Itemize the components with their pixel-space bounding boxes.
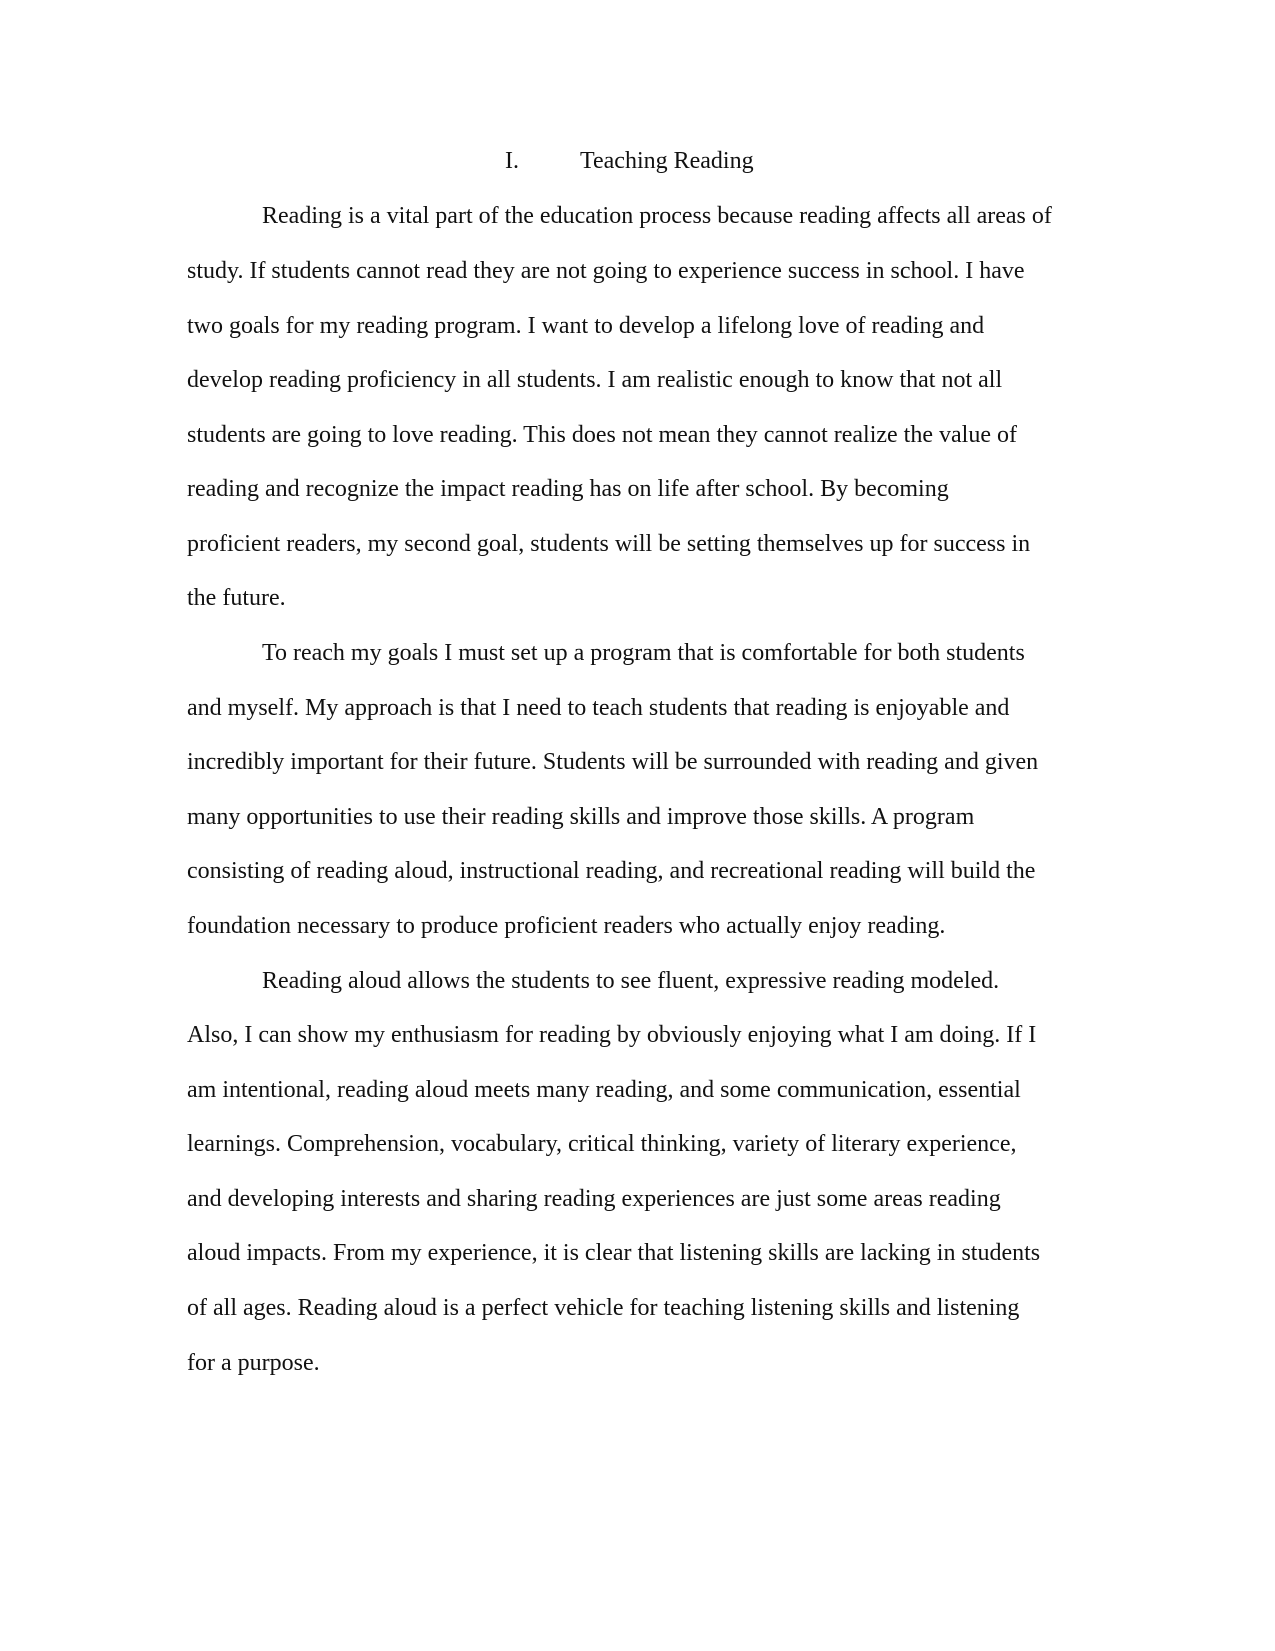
paragraph-3-line-1: Reading aloud allows the students to see fluent, expressive reading modeled. <box>262 968 1000 994</box>
paragraph-3-line-4: learnings. Comprehension, vocabulary, critical thinking, variety of literary experience, <box>187 1131 1017 1157</box>
paragraph-1-line-8: the future. <box>187 585 286 611</box>
paragraph-1-line-2: study. If students cannot read they are not going to experience success in school. I have <box>187 258 1025 284</box>
paragraph-3-line-6: aloud impacts. From my experience, it is clear that listening skills are lacking in students <box>187 1240 1041 1266</box>
section-heading <box>0 146 1275 176</box>
section-title: Teaching Reading <box>580 148 754 174</box>
paragraph-1-line-1: Reading is a vital part of the education process because reading affects all areas of <box>262 203 1052 229</box>
paragraph-2-line-6: foundation necessary to produce proficient readers who actually enjoy reading. <box>187 913 946 939</box>
paragraph-3-line-7: of all ages. Reading aloud is a perfect vehicle for teaching listening skills and listening <box>187 1295 1020 1321</box>
paragraph-1-line-6: reading and recognize the impact reading has on life after school. By becoming <box>187 476 949 502</box>
section-number: I. <box>505 148 519 174</box>
paragraph-1-line-4: develop reading proficiency in all students. I am realistic enough to know that not all <box>187 367 1003 393</box>
paragraph-3-line-5: and developing interests and sharing reading experiences are just some areas reading <box>187 1186 1001 1212</box>
paragraph-2-line-4: many opportunities to use their reading skills and improve those skills. A program <box>187 804 975 830</box>
paragraph-1-line-5: students are going to love reading. This does not mean they cannot realize the value of <box>187 422 1017 448</box>
paragraph-3-line-8: for a purpose. <box>187 1350 320 1376</box>
paragraph-3-line-2: Also, I can show my enthusiasm for reading by obviously enjoying what I am doing. If I <box>187 1022 1037 1048</box>
paragraph-1-line-7: proficient readers, my second goal, students will be setting themselves up for success in <box>187 531 1031 557</box>
paragraph-3-line-3: am intentional, reading aloud meets many reading, and some communication, essential <box>187 1077 1021 1103</box>
paragraph-2-line-5: consisting of reading aloud, instructional reading, and recreational reading will build the <box>187 858 1036 884</box>
paragraph-2-line-3: incredibly important for their future. Students will be surrounded with reading and given <box>187 749 1039 775</box>
paragraph-2-line-1: To reach my goals I must set up a program that is comfortable for both students <box>262 640 1025 666</box>
paragraph-1-line-3: two goals for my reading program. I want to develop a lifelong love of reading and <box>187 313 985 339</box>
paragraph-2-line-2: and myself. My approach is that I need to teach students that reading is enjoyable and <box>187 695 1010 721</box>
